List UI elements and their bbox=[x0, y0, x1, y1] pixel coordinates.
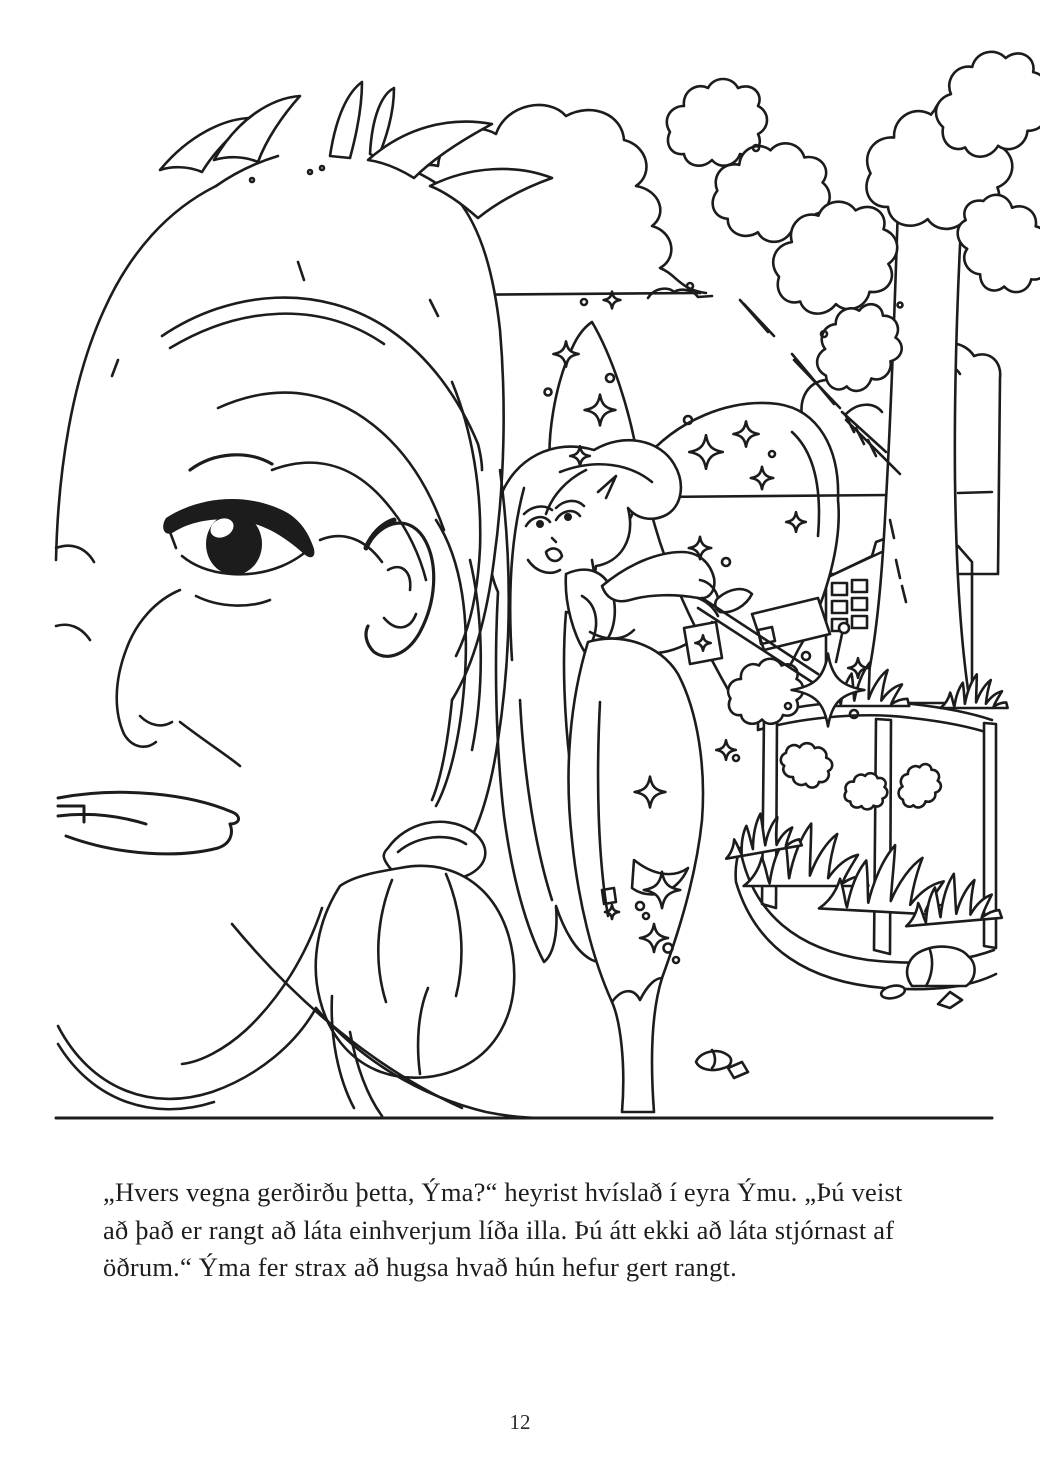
girl-ponytail bbox=[316, 866, 515, 1078]
girl-yma-face bbox=[56, 82, 552, 1118]
story-text bbox=[103, 1174, 963, 1287]
tree-foliage bbox=[667, 39, 1040, 403]
fairy-arm bbox=[602, 552, 714, 601]
planter-fence bbox=[720, 659, 1008, 989]
story-line: að það er rangt að láta einhverjum líða illa. Þú átt ekki að láta stjórnast af bbox=[103, 1214, 895, 1245]
rocks bbox=[696, 947, 975, 1078]
story-line: öðrum.“ Ýma fer strax að hugsa hvað hún hefur gert rangt. bbox=[103, 1252, 737, 1282]
story-line: „Hvers vegna gerðirðu þetta, Ýma?“ heyrist hvíslað í eyra Ýmu. „Þú veist bbox=[103, 1177, 903, 1207]
girl-mouth bbox=[58, 792, 239, 854]
girl-cheek-line bbox=[182, 908, 322, 1064]
page-number: 12 bbox=[509, 1410, 531, 1434]
